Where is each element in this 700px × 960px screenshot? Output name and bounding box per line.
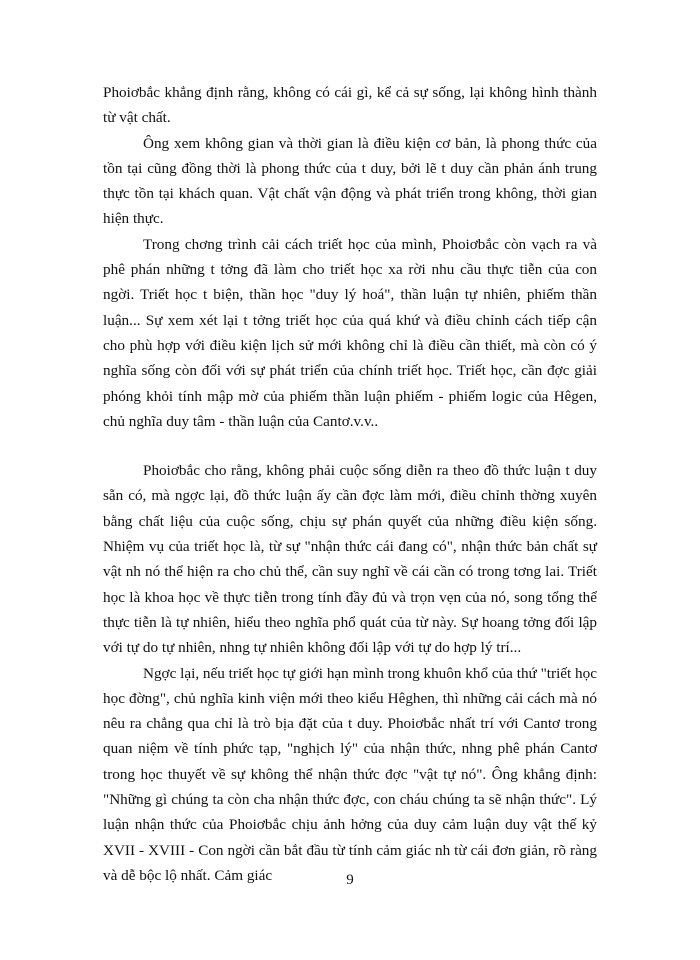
body-text	[103, 80, 597, 888]
paragraph-5: Ngợc lại, nếu triết học tự giới hạn mình trong khuôn khổ của thứ "triết học học đờng", chủ nghĩa kinh viện mới theo kiểu Hêghen, thì những cải cách mà nó nêu ra chẳng qua chỉ là trò bịa đặt của t duy. Phoiơbắc nhất trí với Cantơ trong quan niệm về tính phức tạp, "nghịch lý" của nhận thức, nhng phê phán Cantơ trong học thuyết về sự không thể nhận thức đợc "vật tự nó". Ông khẳng định: "Những gì chúng ta còn cha nhận thức đợc, con cháu chúng ta sẽ nhận thức". Lý luận nhận thức của Phoiơbắc chịu ảnh hởng của duy cảm luận duy vật thế kỷ XVII - XVIII - Con ngời cần bắt đầu từ tính cảm giác nh từ cái đơn giản, rõ ràng và dễ bộc lộ nhất. Cảm giác	[103, 664, 597, 884]
paragraph-2: Ông xem không gian và thời gian là điều kiện cơ bản, là phong thức của tồn tại cũng đồng thời là phong thức của t duy, bởi lẽ t duy cần phản ánh trung thực tồn tại khách quan. Vật chất vận động và phát triển trong không, thời gian hiện thực.	[103, 134, 597, 228]
paragraph-3: Trong chơng trình cải cách triết học của mình, Phoiơbắc còn vạch ra và phê phán những t tởng đã làm cho triết học xa rời nhu cầu thực tiễn của con ngời. Triết học t biện, thần học "duy lý hoá", thần luận tự nhiên, phiếm thần luận... Sự xem xét lại t tởng triết học của quá khứ và điều chỉnh cách tiếp cận cho phù hợp với điều kiện lịch sử mới không chỉ là điều cần thiết, mà còn có ý nghĩa sống còn đối với sự phát triển của chính triết học. Triết học, cần đợc giải phóng khỏi tính mập mờ của phiếm thần luận phiếm - phiếm logic của Hêgen, chủ nghĩa duy tâm - thần luận của Cantơ.v.v..	[103, 235, 597, 430]
paragraph-4: Phoiơbắc cho rằng, không phải cuộc sống diễn ra theo đồ thức luận t duy sẵn có, mà ngợc lại, đồ thức luận ấy cần đợc làm mới, điều chỉnh thờng xuyên bằng chất liệu của cuộc sống, chịu sự phán quyết của những điều kiện sống. Nhiệm vụ của triết học là, từ sự "nhận thức cái đang có", nhận thức bản chất sự vật nh nó thể hiện ra cho chủ thể, cần suy nghĩ về cái cần có trong tơng lai. Triết học là khoa học về thực tiễn trong tính đầy đủ và trọn vẹn của nó, song tổng thể thực tiễn là tự nhiên, hiểu theo nghĩa phổ quát của từ này. Sự hoang tởng đối lập với tự do tự nhiên, nhng tự nhiên không đối lập với tự do hợp lý trí...	[103, 462, 597, 657]
paragraph-1: Phoiơbắc khẳng định rằng, không có cái gì, kể cả sự sống, lại không hình thành từ vật chất.	[103, 84, 597, 127]
page-number: 9	[346, 872, 354, 888]
paragraph-gap	[103, 434, 597, 458]
